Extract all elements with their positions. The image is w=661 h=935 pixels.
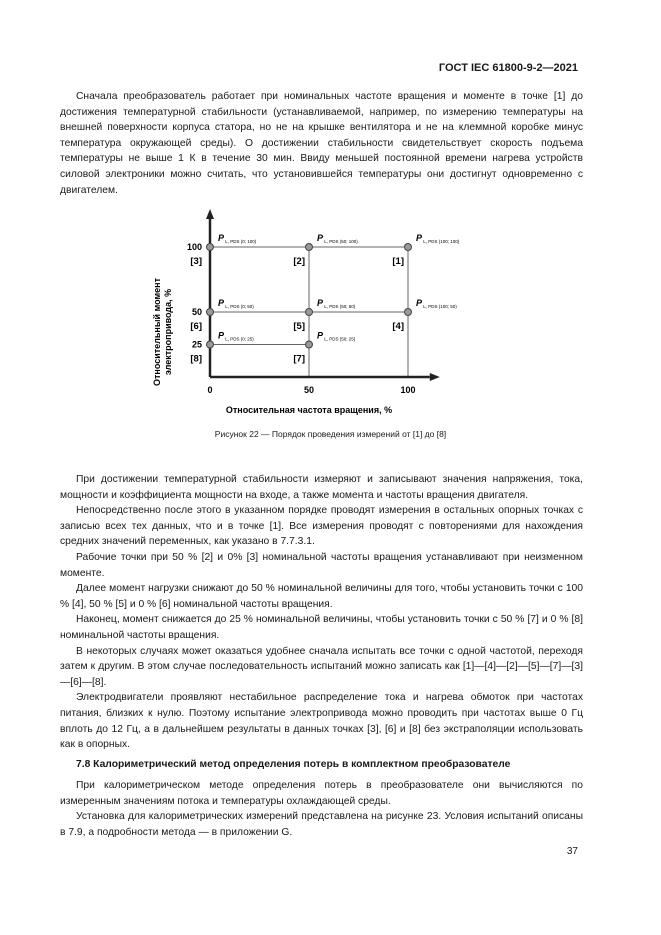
measurement-point (306, 309, 313, 316)
point-label (218, 233, 257, 244)
point-subscript: L, PDS (50; 50) (323, 304, 356, 309)
point-number: [7] (293, 353, 305, 365)
intro-text (60, 89, 583, 198)
point-subscript: L, PDS (50; 25) (323, 336, 356, 342)
paragraph: Наконец, момент снижается до 25 % номинальной величины, чтобы установить точки с 50 % [7] и 0 % [8] номинальной частоты вращения. (60, 614, 583, 641)
y-axis-title-line: электропривода, % (163, 288, 173, 376)
paragraph: Электродвигатели проявляют нестабильное распределение тока и нагрева обмоток при частотах питания, близких к нулю. Поэтому испытание электропривода можно проводить при частотах выше 0 Гц вплоть до 12 Гц, а в дальнейшем результаты в данных точках [3], [6] и [8] без экстраполяции использовать как в опорных. (60, 692, 583, 751)
intro-paragraph: Сначала преобразователь работает при номинальных частоте вращения и моменте в точке [1] до достижения температурной стабильности (устанавливаемой, например, по измерению температуры на внешней поверхности корпуса статора, но не на крышке вентилятора и не на клеммной коробке минус температура окружающей среды). О достижении стабильности свидетельствует скорость подъема температуры не выше 1 К в течение 30 мин. Ввиду меньшей постоянной времени нагрева устройств силовой электроники можно считать, что установившейся температуры они достигнут одновременно с двигателем. (60, 91, 583, 196)
y-tick-label: 100 (186, 242, 202, 252)
point-symbol: P (317, 298, 324, 308)
measurement-point (207, 341, 214, 348)
point-number: [2] (293, 256, 305, 267)
point-symbol: P (218, 233, 225, 243)
point-label (416, 298, 457, 309)
point-subscript: L, PDS (0; 50) (224, 304, 254, 309)
point-symbol: P (218, 330, 225, 341)
point-label (317, 331, 356, 342)
measurement-points-diagram (140, 205, 460, 420)
row-label: [8] (190, 353, 202, 365)
y-axis-title (152, 277, 173, 386)
x-tick-label: 50 (303, 385, 315, 395)
measurement-point (306, 244, 313, 251)
measurement-point (306, 341, 313, 348)
row-label: [6] (190, 321, 202, 332)
y-axis-arrow (206, 209, 214, 219)
point-label (218, 331, 254, 342)
point-label (416, 233, 460, 244)
x-tick-label: 100 (400, 385, 416, 395)
body-text (60, 472, 583, 753)
paragraph: Установка для калориметрических измерений представлена на рисунке 23. Условия испытаний описаны в 7.9, а подробности метода — в приложении G. (60, 811, 583, 838)
paragraph: Рабочие точки при 50 % [2] и 0% [3] номинальной частоты вращения устанавливают при неизменном моменте. (60, 551, 583, 579)
measurement-point (405, 309, 412, 316)
x-axis-title: Относительная частота вращения, % (225, 405, 393, 415)
measurement-point (405, 244, 412, 251)
point-symbol: P (218, 298, 225, 308)
y-tick-label: 25 (191, 339, 202, 350)
section-title: 7.8 Калориметрический метод определения потерь в комплектном преобразователе (76, 759, 511, 770)
document-header: ГОСТ IEC 61800-9-2—2021 (438, 62, 578, 74)
figure-caption: Рисунок 22 — Порядок проведения измерений от [1] до [8] (214, 429, 447, 439)
point-subscript: L, PDS (50; 100) (323, 239, 358, 244)
point-subscript: L, PDS (0; 25) (224, 336, 254, 342)
point-symbol: P (416, 233, 423, 243)
x-axis-arrow (430, 373, 440, 381)
point-number: [5] (293, 321, 305, 332)
paragraph: Далее момент нагрузки снижают до 50 % номинальной величины для того, чтобы установить точки с 100 % [4], 50 % [5] и 0 % [6] номинальной частоты вращения. (60, 583, 583, 610)
point-subscript: L, PDS (100; 100) (422, 239, 460, 244)
measurement-point (207, 309, 214, 316)
page-number: 37 (566, 846, 578, 857)
point-label (317, 233, 358, 244)
point-label (218, 298, 254, 309)
point-subscript: L, PDS (100; 50) (422, 304, 457, 309)
paragraph: В некоторых случаях может оказаться удобнее сначала испытать все точки с одной частотой, переходя затем к другим. В этом случае последовательность испытаний можно записать как [1]—[4]—[2]—[5]—[7]—[3]—[6]—[8]. (60, 645, 583, 688)
paragraph: При калориметрическом методе определения потерь в преобразователе они вычисляются по измеренным значениям потока и температуры охлаждающей среды. (60, 780, 583, 807)
point-label (317, 298, 356, 309)
point-symbol: P (317, 233, 324, 243)
point-number: [1] (392, 256, 404, 267)
measurement-point (207, 244, 214, 251)
row-label: [3] (190, 256, 202, 267)
figure-22 (140, 205, 460, 420)
point-number: [4] (392, 321, 404, 332)
paragraph: При достижении температурной стабильности измеряют и записывают значения напряжения, тока, мощности и коэффициента мощности на входе, а также момента и частоты вращения двигателя. (60, 474, 583, 501)
y-tick-label: 50 (191, 307, 202, 317)
paragraph: Непосредственно после этого в указанном порядке проводят измерения в остальных опорных точках с записью всех тех данных, что и в точке [1]. Все измерения проводят с повторениями для нахождения средних значений переменных, как указано в 7.7.3.1. (60, 505, 583, 548)
point-symbol: P (317, 330, 324, 341)
point-subscript: L, PDS (0; 100) (224, 239, 257, 244)
section-text (60, 778, 583, 840)
x-tick-label: 0 (207, 385, 213, 395)
y-axis-title-line: Относительный момент (152, 277, 162, 387)
point-symbol: P (416, 298, 423, 308)
